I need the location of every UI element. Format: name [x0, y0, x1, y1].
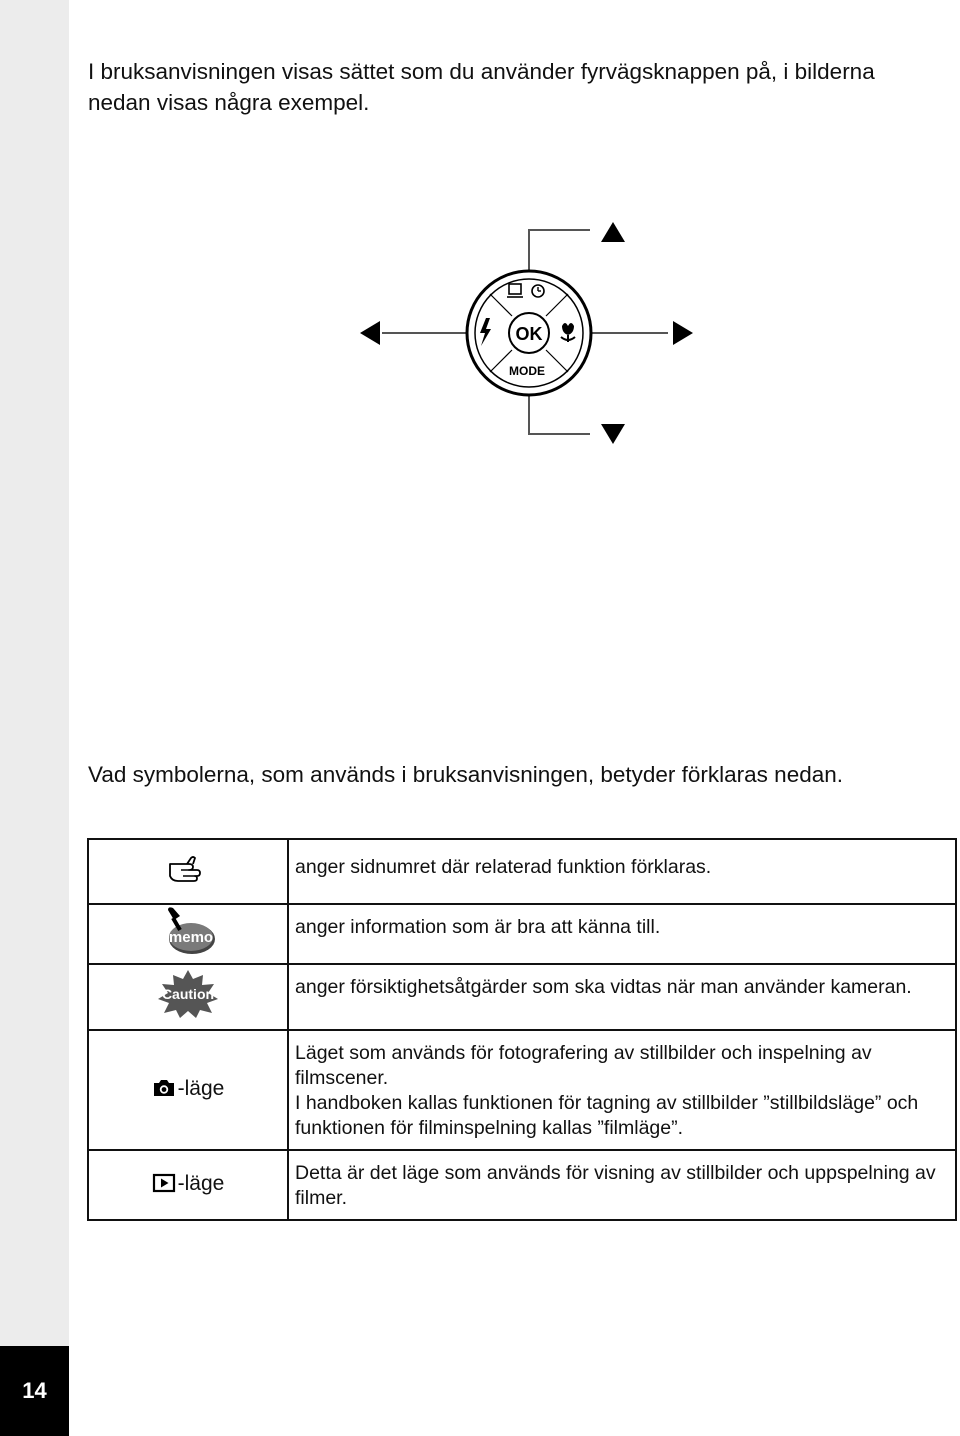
- ok-label: OK: [515, 324, 543, 344]
- camera-icon: [152, 1078, 176, 1098]
- symbol-legend-table: [87, 838, 957, 1221]
- playback-icon: [152, 1173, 176, 1193]
- memo-icon-text: memo: [168, 929, 214, 946]
- arrow-up-icon: [601, 222, 625, 242]
- symbol-cell: [88, 1150, 288, 1220]
- mode-label: MODE: [509, 364, 545, 378]
- capture-mode-label: -läge: [152, 1076, 225, 1101]
- symbol-cell: [88, 964, 288, 1030]
- caution-icon: [156, 969, 220, 1019]
- table-row: [88, 1030, 956, 1150]
- arrow-down-icon: [601, 424, 625, 444]
- symbols-intro: Vad symbolerna, som används i bruksanvisningen, betyder förklaras nedan.: [88, 762, 844, 787]
- description-cell: anger information som är bra att känna till.: [288, 904, 956, 964]
- symbol-cell: [88, 1030, 288, 1150]
- caution-icon-text: Caution: [161, 986, 215, 1002]
- description-cell: Detta är det läge som används för visning av stillbilder och uppspelning av filmer.: [288, 1150, 956, 1220]
- symbol-cell: [88, 904, 288, 964]
- arrow-left-icon: [360, 321, 380, 345]
- four-way-controller-diagram: [0, 0, 960, 480]
- description-cell: anger sidnumret där relaterad funktion förklaras.: [288, 839, 956, 904]
- table-row: [88, 904, 956, 964]
- page-number: 14: [0, 1346, 69, 1436]
- symbol-cell: [88, 839, 288, 904]
- description-cell: anger försiktighetsåtgärder som ska vidtas när man använder kameran.: [288, 964, 956, 1030]
- table-row: [88, 964, 956, 1030]
- arrow-right-icon: [673, 321, 693, 345]
- table-row: [88, 839, 956, 904]
- memo-icon: [160, 906, 216, 956]
- playback-mode-label: -läge: [152, 1171, 225, 1196]
- intro-paragraph: I bruksanvisningen visas sättet som du använder fyrvägsknappen på, i bilderna nedan visas några exempel.: [88, 59, 875, 115]
- pointing-hand-icon: [167, 855, 209, 883]
- table-row: [88, 1150, 956, 1220]
- description-cell: Läget som används för fotografering av stillbilder och inspelning av filmscener. I handboken kallas funktionen för tagning av stillbilder ”stillbildsläge” och funktionen för filminspelning kallas ”filmläge”.: [288, 1030, 956, 1150]
